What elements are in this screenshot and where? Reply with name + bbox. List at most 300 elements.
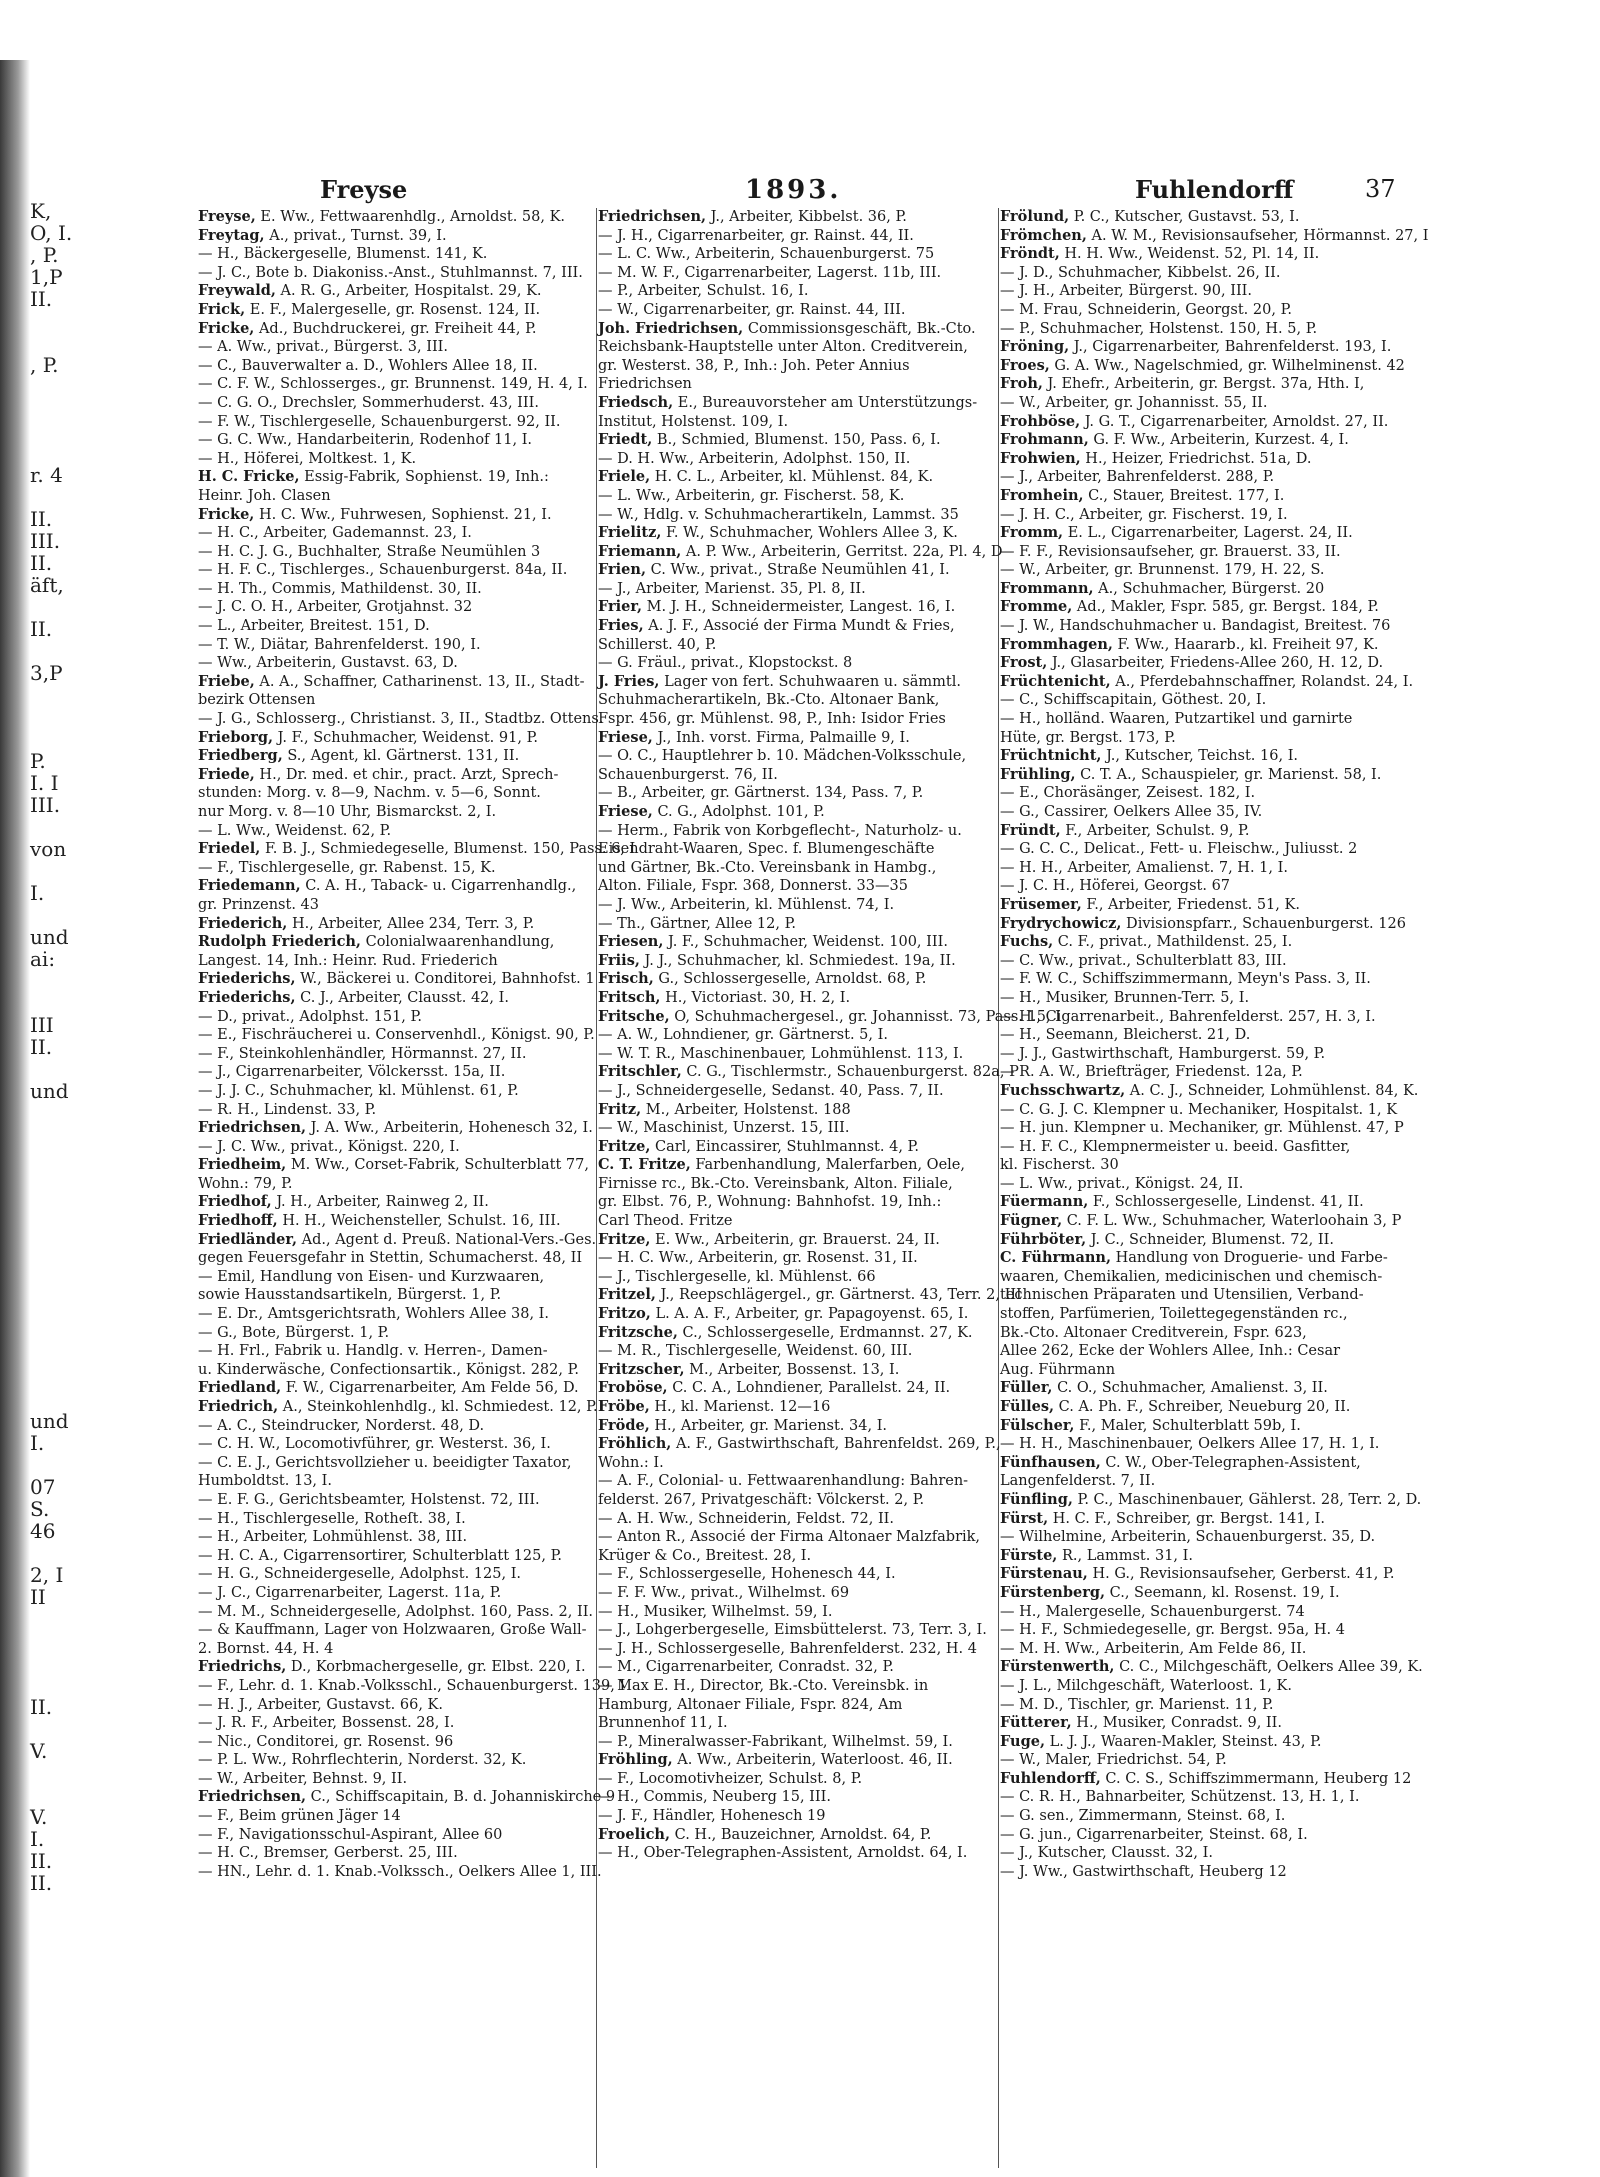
directory-entry bbox=[598, 413, 998, 432]
entry-details: — C., Schiffscapitain, Göthest. 20, I. bbox=[1000, 692, 1267, 709]
directory-entry bbox=[598, 1063, 1019, 1082]
previous-page-fragment bbox=[30, 1278, 66, 1300]
previous-page-fragment: P. bbox=[30, 749, 46, 773]
previous-page-fragment bbox=[30, 1256, 66, 1278]
previous-page-fragment: II. bbox=[30, 287, 53, 311]
entry-details: — A. C., Steindrucker, Norderst. 48, D. bbox=[198, 1417, 485, 1434]
directory-entry bbox=[198, 896, 598, 915]
directory-entry bbox=[598, 1696, 998, 1715]
entry-details: Heinr. Joh. Clasen bbox=[198, 487, 331, 504]
entry-details: H., Victoriast. 30, H. 2, I. bbox=[660, 989, 851, 1006]
directory-entry bbox=[1000, 1417, 1400, 1436]
entry-details: E., Bureauvorsteher am Unterstützungs- bbox=[673, 394, 978, 411]
directory-entry bbox=[598, 636, 998, 655]
previous-page-fragment: und bbox=[30, 925, 69, 949]
entry-surname: Fünfling, bbox=[1000, 1490, 1073, 1508]
previous-page-fragment: äft, bbox=[30, 573, 64, 597]
directory-entry bbox=[598, 1101, 998, 1120]
entry-surname: Frohwien, bbox=[1000, 449, 1081, 467]
directory-entry bbox=[598, 747, 998, 766]
directory-entry bbox=[598, 338, 998, 357]
directory-entry bbox=[1000, 1454, 1400, 1473]
entry-details: D., Korbmachergeselle, gr. Elbst. 220, I. bbox=[286, 1659, 586, 1676]
entry-surname: Friedländer, bbox=[198, 1230, 297, 1248]
entry-details: B., Schmied, Blumenst. 150, Pass. 6, I. bbox=[652, 432, 941, 449]
directory-entry bbox=[198, 1008, 598, 1027]
directory-entry bbox=[198, 1510, 598, 1529]
entry-details: — W., Arbeiter, gr. Brunnenst. 179, H. 22, S. bbox=[1000, 562, 1325, 579]
entry-surname: Frisch, bbox=[598, 970, 654, 988]
entry-details: M., Arbeiter, Bossenst. 13, I. bbox=[684, 1361, 900, 1378]
directory-entry bbox=[1000, 264, 1400, 283]
directory-entry bbox=[198, 450, 598, 469]
entry-details: — H. F. C., Klempnermeister u. beeid. Gasfitter, bbox=[1000, 1138, 1351, 1155]
directory-entry bbox=[1000, 803, 1400, 822]
directory-entry bbox=[1000, 375, 1400, 394]
entry-details: — A. H. Ww., Schneiderin, Feldst. 72, II. bbox=[598, 1510, 895, 1527]
directory-entry bbox=[1000, 226, 1429, 246]
entry-details: Wohn.: 79, P. bbox=[198, 1175, 293, 1192]
entry-details: Institut, Holstenst. 109, I. bbox=[598, 413, 789, 430]
entry-details: L. A. A. F., Arbeiter, gr. Papagoyenst. 65, I. bbox=[650, 1306, 969, 1323]
previous-page-fragment: 07 bbox=[30, 1475, 56, 1499]
entry-details: C. W., Ober-Telegraphen-Assistent, bbox=[1100, 1454, 1361, 1471]
entry-details: — H., Malergeselle, Schauenburgerst. 74 bbox=[1000, 1603, 1305, 1620]
directory-entry bbox=[598, 1193, 998, 1212]
directory-entry bbox=[1000, 208, 1400, 227]
directory-entry bbox=[1000, 1175, 1400, 1194]
entry-details: Allee 262, Ecke der Wohlers Allee, Inh.: Cesar bbox=[1000, 1343, 1341, 1360]
directory-entry bbox=[198, 1361, 598, 1380]
directory-entry bbox=[1000, 822, 1400, 841]
directory-entry bbox=[198, 282, 598, 301]
previous-page-fragment bbox=[30, 904, 66, 926]
entry-surname: Friese, bbox=[598, 728, 653, 746]
entry-surname: Frick, bbox=[198, 300, 246, 318]
previous-page-fragment: r. 4 bbox=[30, 463, 63, 487]
entry-details: — C. E. J., Gerichtsvollzieher u. beeidigter Taxator, bbox=[198, 1454, 572, 1471]
previous-page-fragment: III bbox=[30, 1013, 54, 1037]
entry-surname: Friedrichsen, bbox=[198, 1788, 307, 1806]
directory-entry bbox=[598, 840, 998, 859]
entry-details: technischen Präparaten und Utensilien, Verband- bbox=[1000, 1287, 1364, 1304]
entry-details: — T. W., Diätar, Bahrenfelderst. 190, I. bbox=[198, 636, 481, 653]
previous-page-fragment: K, bbox=[30, 199, 52, 223]
entry-details: H., Heizer, Friedrichst. 51a, D. bbox=[1080, 450, 1312, 467]
entry-details: — D., privat., Adolphst. 151, P. bbox=[198, 1008, 422, 1025]
entry-details: 2. Bornst. 44, H. 4 bbox=[198, 1640, 334, 1657]
entry-details: — A. F., Colonial- u. Fettwaarenhandlung: Bahren- bbox=[598, 1473, 969, 1490]
entry-details: C. G., Adolphst. 101, P. bbox=[652, 804, 825, 820]
entry-details: C. H., Bauzeichner, Arnoldst. 64, P. bbox=[670, 1826, 932, 1843]
previous-page-fragment: I. bbox=[30, 881, 45, 905]
directory-entry bbox=[198, 1379, 598, 1398]
entry-details: A. J. F., Associé der Firma Mundt & Fries, bbox=[643, 618, 955, 635]
directory-entry bbox=[1000, 970, 1400, 989]
entry-surname: Fröndt, bbox=[1000, 245, 1060, 263]
directory-entry bbox=[198, 1212, 598, 1231]
entry-details: A. P. Ww., Arbeiterin, Gerritst. 22a, Pl. 4, D bbox=[681, 543, 1003, 560]
directory-entry bbox=[1000, 654, 1400, 673]
entry-details: Carl, Eincassirer, Stuhlmannst. 4, P. bbox=[650, 1138, 919, 1155]
previous-page-fragment bbox=[30, 1058, 66, 1080]
entry-details: — H. H., Maschinenbauer, Oelkers Allee 17, H. 1, I. bbox=[1000, 1436, 1380, 1453]
directory-entry bbox=[598, 1788, 998, 1807]
directory-entry bbox=[198, 1305, 598, 1324]
directory-entry bbox=[198, 1045, 598, 1064]
previous-page-fragment: 46 bbox=[30, 1519, 56, 1543]
directory-entry bbox=[1000, 784, 1400, 803]
entry-details: — F., Schlossergeselle, Hohenesch 44, I. bbox=[598, 1566, 896, 1583]
entry-surname: Frommann, bbox=[1000, 579, 1094, 597]
directory-entry bbox=[598, 431, 998, 450]
directory-entry bbox=[198, 561, 598, 580]
directory-entry bbox=[198, 1101, 598, 1120]
directory-entry bbox=[1000, 1305, 1400, 1324]
entry-surname: Fügner, bbox=[1000, 1212, 1063, 1230]
entry-details: Reichsbank-Hauptstelle unter Alton. Creditverein, bbox=[598, 339, 968, 356]
previous-page-fragment bbox=[30, 1454, 66, 1476]
directory-entry bbox=[1000, 338, 1400, 357]
directory-entry bbox=[198, 952, 598, 971]
previous-page-fragment: I. bbox=[30, 1827, 45, 1851]
entry-details: — H. Th., Commis, Mathildenst. 30, II. bbox=[198, 580, 482, 597]
entry-details: C. F. L. Ww., Schuhmacher, Waterloohain 3, P bbox=[1062, 1213, 1402, 1230]
entry-surname: Fröhling, bbox=[598, 1751, 673, 1769]
entry-surname: Fürste, bbox=[1000, 1546, 1058, 1564]
entry-surname: Friesen, bbox=[598, 933, 664, 951]
directory-entry bbox=[198, 1156, 598, 1175]
entry-surname: Freywald, bbox=[198, 282, 276, 300]
entry-surname: Fütterer, bbox=[1000, 1714, 1072, 1732]
previous-page-fragment bbox=[30, 486, 66, 508]
directory-entry bbox=[598, 1119, 998, 1138]
entry-details: E. F., Malergeselle, gr. Rosenst. 124, II. bbox=[245, 301, 541, 318]
entry-details: Colonialwaarenhandlung, bbox=[360, 934, 555, 951]
entry-details: — J. C. Ww., privat., Königst. 220, I. bbox=[198, 1138, 460, 1155]
entry-details: — H. J., Arbeiter, Gustavst. 66, K. bbox=[198, 1696, 443, 1713]
previous-page-fragment: 1,P bbox=[30, 265, 63, 289]
directory-entry bbox=[198, 580, 598, 599]
entry-details: — O. C., Hauptlehrer b. 10. Mädchen-Volksschule, bbox=[598, 748, 967, 765]
directory-entry bbox=[1000, 543, 1400, 562]
entry-details: — W., Cigarrenarbeiter, gr. Rainst. 44, III. bbox=[598, 301, 906, 318]
entry-surname: Fritze, bbox=[598, 1137, 651, 1155]
entry-surname: Frühling, bbox=[1000, 765, 1076, 783]
entry-details: u. Kinderwäsche, Confectionsartik., Königst. 282, P. bbox=[198, 1361, 580, 1378]
entry-surname: Frielitz, bbox=[598, 524, 662, 542]
previous-page-fragment bbox=[30, 640, 66, 662]
directory-entry bbox=[1000, 1677, 1400, 1696]
entry-details: C. F., privat., Mathildenst. 25, I. bbox=[1053, 934, 1293, 951]
previous-page-fragment bbox=[30, 1300, 66, 1322]
entry-details: G., Schlossergeselle, Arnoldst. 68, P. bbox=[653, 971, 927, 988]
entry-details: stunden: Morg. v. 8—9, Nachm. v. 5—6, Sonnt. bbox=[198, 785, 541, 802]
entry-details: — H. Frl., Fabrik u. Handlg. v. Herren-, Damen- bbox=[198, 1343, 548, 1360]
entry-details: A., Pferdebahnschaffner, Rolandst. 24, I. bbox=[1110, 673, 1414, 690]
directory-entry bbox=[198, 970, 598, 989]
directory-entry bbox=[598, 487, 998, 506]
entry-details: P. C., Maschinenbauer, Gählerst. 28, Terr. 2, D. bbox=[1072, 1491, 1422, 1508]
directory-entry bbox=[1000, 859, 1400, 878]
entry-surname: Friedhof, bbox=[198, 1193, 272, 1211]
entry-details: — L. C. Ww., Arbeiterin, Schauenburgerst. 75 bbox=[598, 246, 935, 263]
directory-entry bbox=[1000, 1510, 1400, 1529]
page-number: 37 bbox=[1365, 175, 1396, 203]
directory-entry bbox=[598, 1398, 998, 1417]
directory-entry bbox=[1000, 1286, 1400, 1305]
directory-entry bbox=[198, 747, 598, 766]
directory-entry bbox=[598, 1621, 998, 1640]
entry-surname: Früsemer, bbox=[1000, 895, 1082, 913]
entry-details: — P., Arbeiter, Schulst. 16, I. bbox=[598, 283, 809, 300]
entry-surname: Friedrich, bbox=[198, 1398, 279, 1415]
directory-entry bbox=[598, 227, 998, 246]
directory-entry bbox=[1000, 1490, 1422, 1510]
entry-details: — G. C. Ww., Handarbeiterin, Rodenhof 11, I. bbox=[198, 432, 533, 449]
directory-entry bbox=[1000, 747, 1400, 766]
entry-surname: Frommhagen, bbox=[1000, 635, 1113, 653]
directory-entry bbox=[198, 227, 598, 246]
directory-entry bbox=[1000, 1324, 1400, 1343]
directory-entry bbox=[1000, 301, 1400, 320]
entry-surname: Füller, bbox=[1000, 1379, 1053, 1397]
entry-surname: Fries, bbox=[598, 617, 644, 635]
entry-details: — H., Musiker, Brunnen-Terr. 5, I. bbox=[1000, 989, 1250, 1006]
entry-surname: Fricke, bbox=[198, 319, 255, 337]
entry-details: Hamburg, Altonaer Filiale, Fspr. 824, Am bbox=[598, 1696, 903, 1713]
entry-details: H. H. Ww., Weidenst. 52, Pl. 14, II. bbox=[1059, 246, 1320, 263]
entry-details: — M. R., Tischlergeselle, Weidenst. 60, III. bbox=[598, 1343, 913, 1360]
directory-entry bbox=[1000, 766, 1400, 785]
entry-details: H., kl. Marienst. 12—16 bbox=[649, 1399, 831, 1415]
entry-details: — J. F., Händler, Hohenesch 19 bbox=[598, 1808, 826, 1825]
entry-surname: Froelich, bbox=[598, 1825, 671, 1843]
entry-details: R., Lammst. 31, I. bbox=[1057, 1547, 1193, 1564]
entry-details: Krüger & Co., Breitest. 28, I. bbox=[598, 1547, 812, 1564]
previous-page-fragment: I. bbox=[30, 1431, 45, 1455]
directory-entry bbox=[598, 1435, 1001, 1454]
directory-entry bbox=[1000, 1212, 1400, 1231]
directory-entry bbox=[1000, 1696, 1400, 1715]
entry-details: — C., Bauverwalter a. D., Wohlers Allee 18, II. bbox=[198, 357, 538, 374]
entry-surname: Fuchs, bbox=[1000, 933, 1054, 951]
directory-entry bbox=[198, 468, 598, 487]
entry-details: L. J. J., Waaren-Makler, Steinst. 43, P. bbox=[1045, 1733, 1322, 1750]
directory-entry bbox=[198, 1268, 598, 1287]
entry-details: F., Maler, Schulterblatt 59b, I. bbox=[1074, 1417, 1301, 1434]
entry-details: A. Ww., Arbeiterin, Waterloost. 46, II. bbox=[672, 1752, 953, 1769]
entry-details: — Emil, Handlung von Eisen- und Kurzwaaren, bbox=[198, 1268, 545, 1285]
entry-details: — J., Arbeiter, Bahrenfelderst. 288, P. bbox=[1000, 469, 1275, 486]
directory-entry bbox=[1000, 1547, 1400, 1566]
entry-details: — C. G. O., Drechsler, Sommerhuderst. 43, III. bbox=[198, 394, 539, 411]
directory-entry bbox=[198, 1175, 598, 1194]
directory-entry bbox=[598, 1807, 998, 1826]
entry-surname: Friedsch, bbox=[598, 393, 674, 411]
directory-entry bbox=[598, 1286, 1022, 1305]
entry-details: — J. R. F., Arbeiter, Bossenst. 28, I. bbox=[198, 1715, 455, 1732]
directory-entry bbox=[598, 822, 998, 841]
entry-surname: Fritzo, bbox=[598, 1305, 651, 1323]
directory-entry bbox=[598, 301, 998, 320]
entry-details: J. H., Arbeiter, Rainweg 2, II. bbox=[271, 1194, 489, 1211]
entry-surname: Frölund, bbox=[1000, 208, 1070, 225]
directory-entry bbox=[198, 1082, 598, 1101]
entry-surname: Frydrychowicz, bbox=[1000, 914, 1122, 932]
entry-surname: Friedrichs, bbox=[198, 1658, 287, 1676]
directory-entry bbox=[1000, 1026, 1400, 1045]
directory-entry bbox=[198, 543, 598, 562]
entry-details: — Th., Gärtner, Allee 12, P. bbox=[598, 915, 797, 932]
directory-entry bbox=[198, 673, 598, 692]
directory-entry bbox=[1000, 1193, 1400, 1212]
entry-details: M. J. H., Schneidermeister, Langest. 16, I. bbox=[642, 599, 956, 616]
entry-surname: Fuhlendorff, bbox=[1000, 1769, 1101, 1787]
entry-details: C., Schlossergeselle, Erdmannst. 27, K. bbox=[677, 1324, 973, 1341]
entry-details: Alton. Filiale, Fspr. 368, Donnerst. 33—35 bbox=[598, 878, 908, 895]
entry-details: — H. F. C., Tischlerges., Schauenburgerst. 84a, II. bbox=[198, 562, 568, 579]
entry-details: — F., Tischlergeselle, gr. Rabenst. 15, K. bbox=[198, 859, 496, 876]
entry-details: bezirk Ottensen bbox=[198, 692, 316, 709]
previous-page-fragment bbox=[30, 1388, 66, 1410]
directory-entry bbox=[1000, 1119, 1404, 1138]
directory-entry bbox=[198, 1063, 598, 1082]
previous-page-fragment: O, I. bbox=[30, 221, 73, 245]
previous-page-fragment bbox=[30, 1608, 66, 1630]
directory-entry bbox=[198, 301, 598, 320]
directory-entry bbox=[198, 822, 598, 841]
directory-entry bbox=[198, 1807, 598, 1826]
directory-entry bbox=[1000, 691, 1400, 710]
entry-details: — J., Schneidergeselle, Sedanst. 40, Pass. 7, II. bbox=[598, 1082, 944, 1099]
previous-page-fragment bbox=[30, 332, 66, 354]
entry-details: H. G., Revisionsaufseher, Gerberst. 41, P. bbox=[1087, 1566, 1395, 1583]
directory-entry bbox=[1000, 450, 1400, 469]
previous-page-fragment: II. bbox=[30, 551, 53, 575]
previous-page-fragment bbox=[30, 596, 66, 618]
entry-details: O, Schuhmachergesel., gr. Johannisst. 73, Pass. 15, I bbox=[669, 1008, 1061, 1025]
entry-surname: Fülscher, bbox=[1000, 1416, 1075, 1434]
entry-details: — W., Maler, Friedrichst. 54, P. bbox=[1000, 1752, 1227, 1769]
entry-details: — F., Navigationsschul-Aspirant, Allee 60 bbox=[198, 1826, 503, 1843]
entry-details: G. F. Ww., Arbeiterin, Kurzest. 4, I. bbox=[1088, 432, 1349, 449]
entry-details: Ad., Agent d. Preuß. National-Vers.-Ges. bbox=[297, 1231, 597, 1248]
entry-details: Langenfelderst. 7, II. bbox=[1000, 1473, 1156, 1490]
directory-entry bbox=[598, 952, 998, 971]
entry-surname: Fürstenau, bbox=[1000, 1565, 1088, 1583]
previous-page-fragment bbox=[30, 442, 66, 464]
entry-details: felderst. 267, Privatgeschäft: Völckerst. 2, P. bbox=[598, 1491, 925, 1508]
previous-page-fragment: II bbox=[30, 1585, 46, 1609]
entry-details: J. A. Ww., Arbeiterin, Hohenesch 32, I. bbox=[306, 1120, 593, 1137]
directory-entry bbox=[198, 1231, 598, 1250]
directory-entry bbox=[598, 1249, 998, 1268]
entry-details: J. J., Schuhmacher, kl. Schmiedest. 19a, II. bbox=[639, 952, 956, 969]
entry-details: C. C. A., Lohndiener, Parallelst. 24, II. bbox=[667, 1380, 951, 1397]
entry-details: — H. C., Bremser, Gerberst. 25, III. bbox=[198, 1845, 458, 1862]
entry-surname: Fröbe, bbox=[598, 1398, 650, 1415]
directory-entry bbox=[198, 1398, 598, 1417]
entry-surname: C. Führmann, bbox=[1000, 1249, 1112, 1267]
previous-page-fragment: III. bbox=[30, 793, 61, 817]
directory-entry bbox=[598, 1547, 998, 1566]
previous-page-fragment bbox=[30, 860, 66, 882]
directory-entry bbox=[198, 1342, 598, 1361]
directory-entry bbox=[598, 245, 998, 264]
directory-entry bbox=[198, 803, 598, 822]
entry-surname: Fritzel, bbox=[598, 1286, 656, 1304]
entry-surname: Frohmann, bbox=[1000, 431, 1089, 449]
entry-details: J., Inh. vorst. Firma, Palmaille 9, I. bbox=[652, 729, 910, 746]
entry-details: — Ww., Arbeiterin, Gustavst. 63, D. bbox=[198, 655, 458, 672]
entry-surname: C. T. Fritze, bbox=[598, 1156, 691, 1174]
entry-details: — J. L., Milchgeschäft, Waterloost. 1, K. bbox=[1000, 1677, 1292, 1694]
entry-details: — W., Arbeiter, gr. Johannisst. 55, II. bbox=[1000, 394, 1268, 411]
entry-details: A., Steinkohlenhdlg., kl. Schmiedest. 12, P. bbox=[278, 1399, 598, 1415]
entry-details: E. Ww., Arbeiterin, gr. Brauerst. 24, II. bbox=[650, 1231, 940, 1248]
entry-details: C. C., Milchgeschäft, Oelkers Allee 39, K. bbox=[1114, 1659, 1423, 1676]
entry-details: C., Seemann, kl. Rosenst. 19, I. bbox=[1105, 1584, 1340, 1601]
entry-details: — Max E. H., Director, Bk.-Cto. Vereinsbk. in bbox=[598, 1677, 929, 1694]
directory-entry bbox=[598, 859, 998, 878]
directory-entry bbox=[198, 1640, 598, 1659]
entry-details: — F. F. Ww., privat., Wilhelmst. 69 bbox=[598, 1584, 850, 1601]
entry-details: — E., Choräsänger, Zeisest. 182, I. bbox=[1000, 785, 1256, 802]
directory-entry bbox=[598, 877, 998, 896]
directory-entry bbox=[1000, 487, 1400, 506]
entry-details: — J. C. H., Höferei, Georgst. 67 bbox=[1000, 878, 1231, 895]
previous-page-fragment bbox=[30, 1146, 66, 1168]
entry-details: — A. Ww., privat., Bürgerst. 3, III. bbox=[198, 339, 449, 356]
previous-page-fragment bbox=[30, 1212, 66, 1234]
previous-page-fragment: II. bbox=[30, 1871, 53, 1895]
directory-entry bbox=[198, 1454, 598, 1473]
entry-details: Hüte, gr. Bergst. 173, P. bbox=[1000, 729, 1176, 746]
previous-page-fragment bbox=[30, 1322, 66, 1344]
entry-details: — G., Bote, Bürgerst. 1, P. bbox=[198, 1324, 390, 1341]
previous-page-fragment: , P. bbox=[30, 243, 59, 267]
entry-surname: Friede, bbox=[198, 765, 255, 783]
entry-details: — G. Fräul., privat., Klopstockst. 8 bbox=[598, 655, 853, 672]
previous-page-fragment bbox=[30, 1124, 66, 1146]
entry-surname: Freyse, bbox=[198, 208, 256, 225]
entry-details: J., Cigarrenarbeiter, Bahrenfelderst. 193, I. bbox=[1069, 339, 1392, 356]
entry-details: — C. R. H., Bahnarbeiter, Schützenst. 13, H. 1, I. bbox=[1000, 1789, 1360, 1806]
entry-details: C. A. H., Taback- u. Cigarrenhandlg., bbox=[300, 878, 577, 895]
entry-surname: Froes, bbox=[1000, 356, 1050, 374]
directory-entry bbox=[1000, 1640, 1400, 1659]
directory-entry bbox=[598, 1082, 998, 1101]
entry-details: — F. W. C., Schiffszimmermann, Meyn's Pass. 3, II. bbox=[1000, 971, 1371, 988]
directory-entry bbox=[198, 617, 598, 636]
directory-entry bbox=[198, 654, 598, 673]
directory-entry bbox=[598, 1528, 998, 1547]
previous-page-fragment bbox=[30, 684, 66, 706]
entry-details: A., privat., Turnst. 39, I. bbox=[264, 227, 447, 244]
directory-entry bbox=[1000, 1528, 1400, 1547]
directory-entry bbox=[598, 784, 998, 803]
entry-details: J., Reepschlägergel., gr. Gärtnerst. 43, Terr. 2, III bbox=[655, 1287, 1022, 1304]
entry-details: — J. W., Handschuhmacher u. Bandagist, Breitest. 76 bbox=[1000, 618, 1391, 635]
entry-details: — F. W., Tischlergeselle, Schauenburgerst. 92, II. bbox=[198, 413, 561, 430]
directory-entry bbox=[198, 766, 598, 785]
entry-surname: Friese, bbox=[598, 803, 653, 820]
entry-surname: H. C. Fricke, bbox=[198, 468, 300, 486]
directory-entry bbox=[198, 487, 598, 506]
directory-entry bbox=[598, 1156, 998, 1175]
directory-entry bbox=[598, 524, 998, 543]
